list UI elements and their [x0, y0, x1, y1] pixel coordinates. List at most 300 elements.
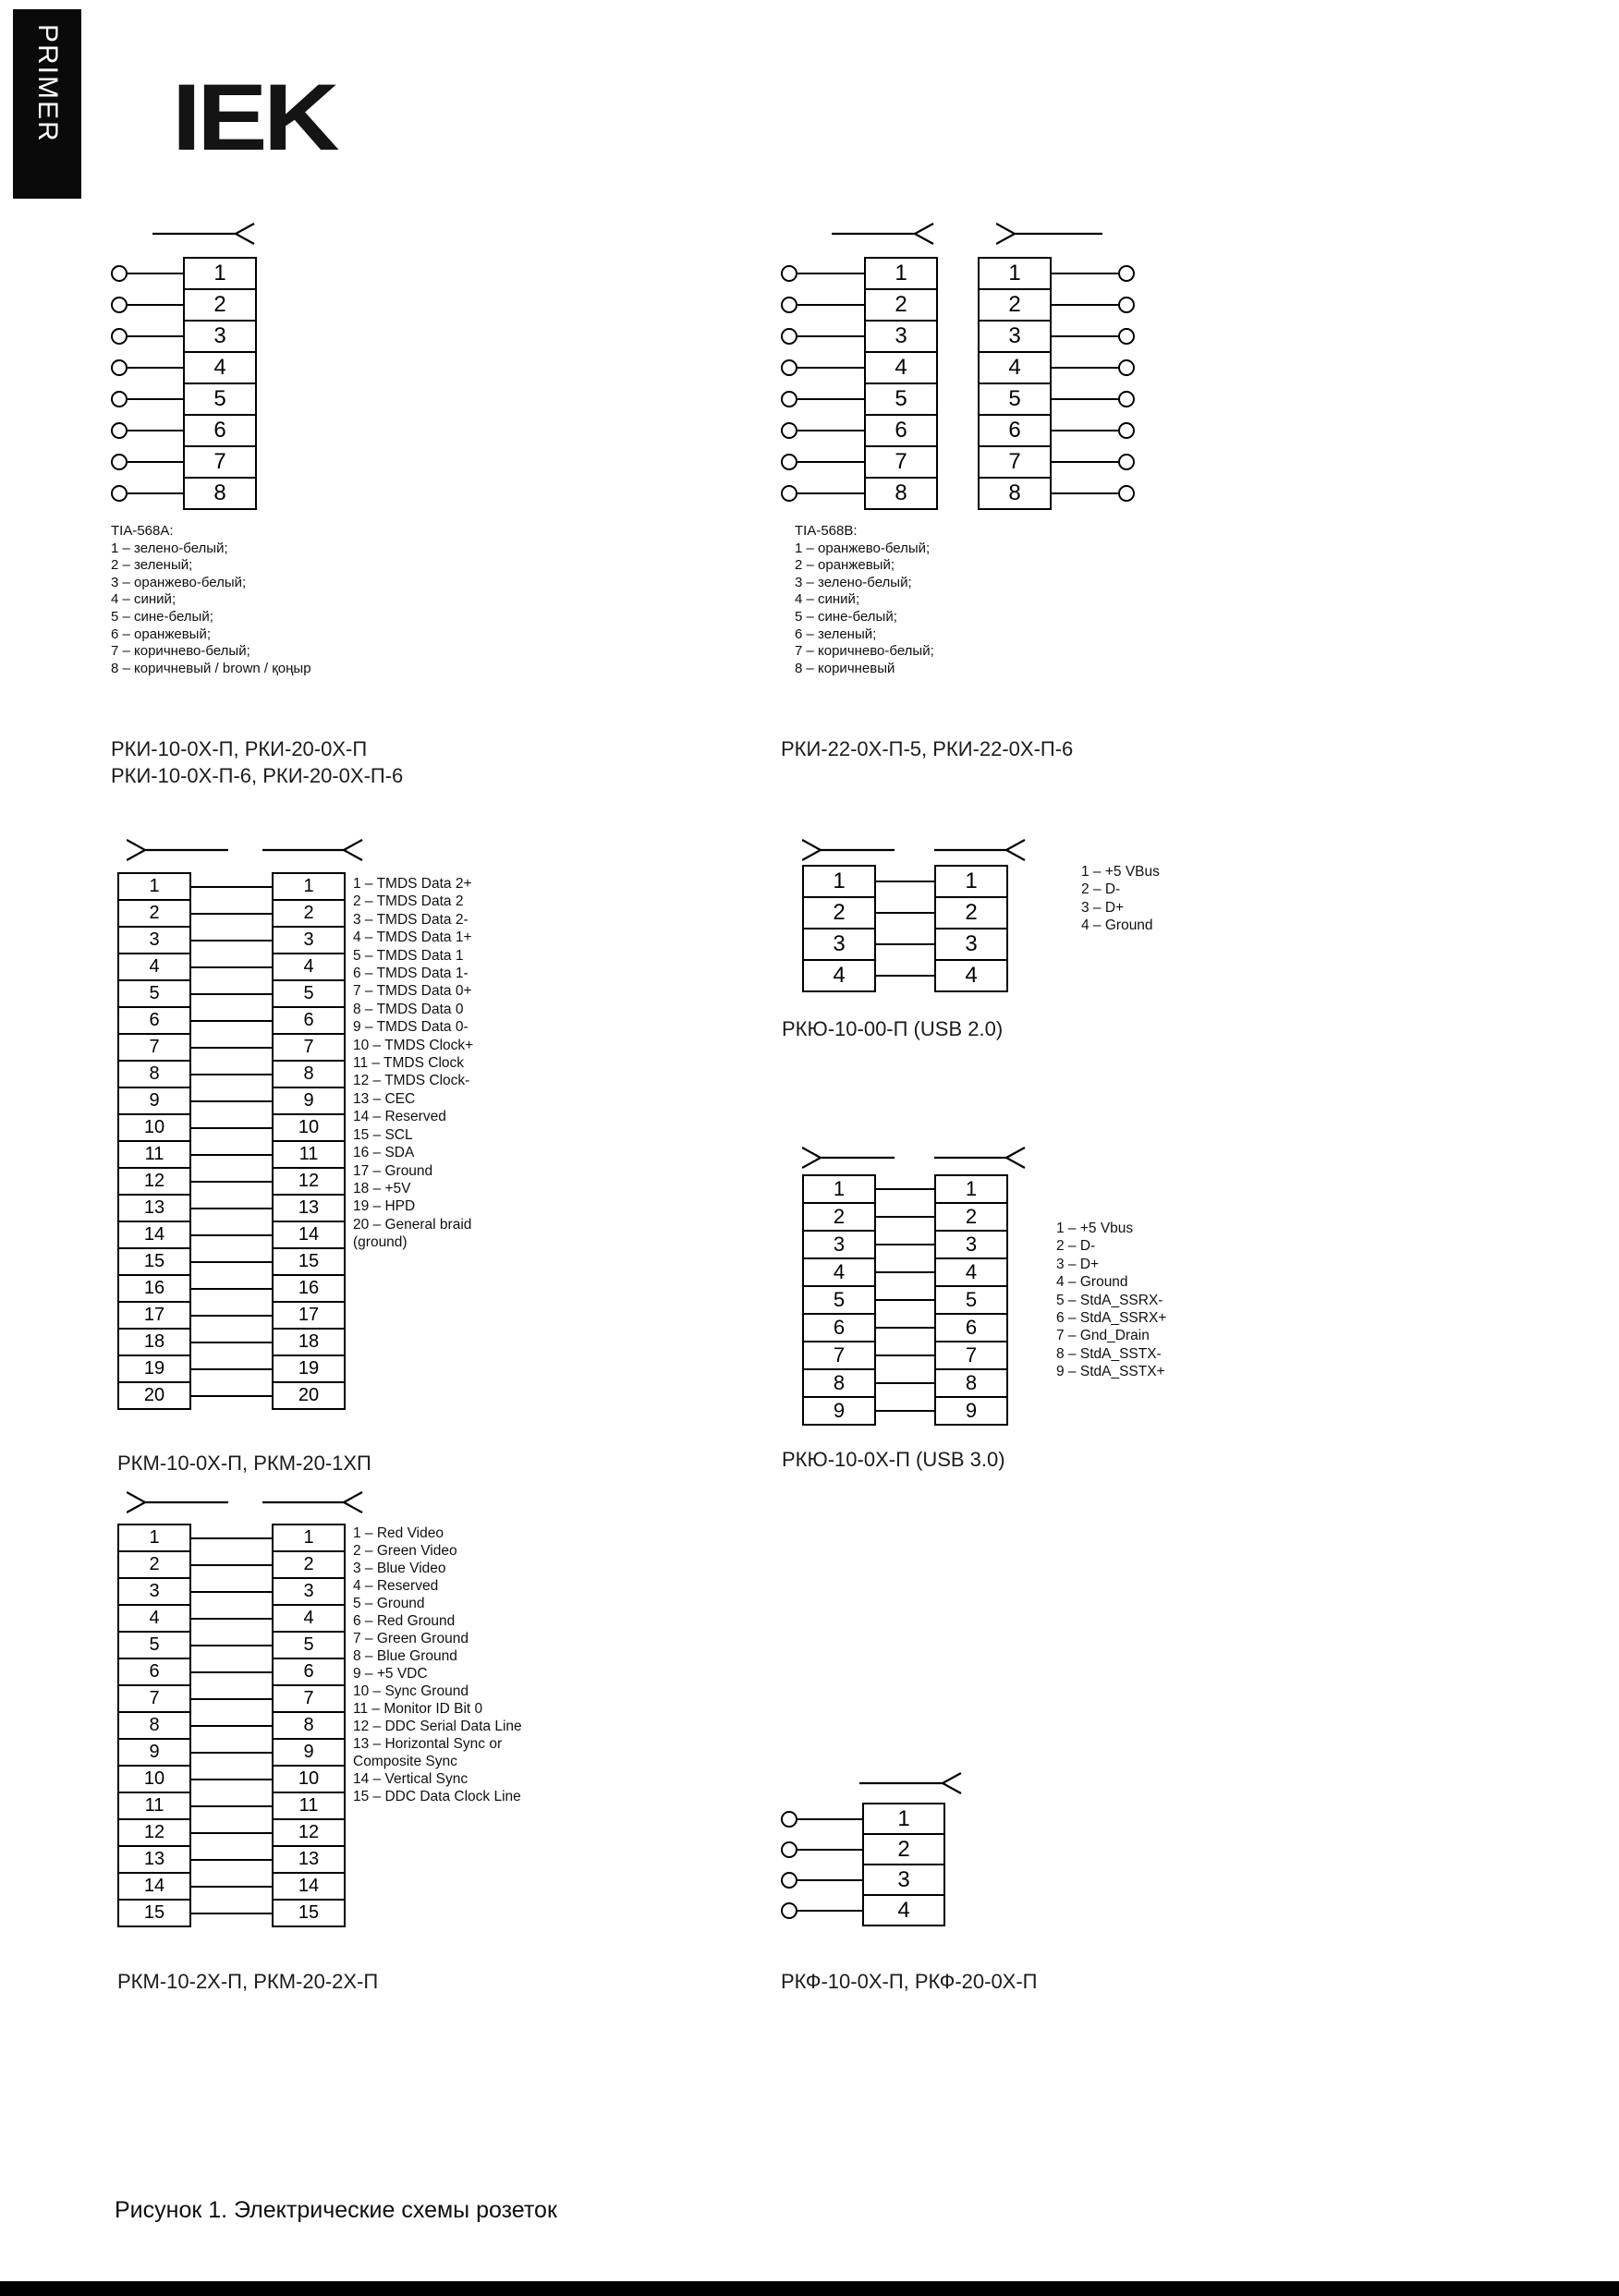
wire-line [797, 1849, 862, 1851]
wire-line [876, 943, 934, 945]
legend-line: 2 – TMDS Data 2 [353, 893, 464, 910]
pin-row [781, 1803, 945, 1835]
pin-row [117, 1818, 346, 1847]
legend-line: 13 – Horizontal Sync or Composite Sync [353, 1736, 503, 1769]
wire-line [1052, 430, 1118, 431]
pin-cell-left: 5 [117, 979, 191, 1008]
pin-cell-right: 4 [934, 959, 1008, 992]
pin-cell-left: 10 [117, 1765, 191, 1793]
pin-cell: 7 [183, 445, 257, 479]
pin-cell: 1 [862, 1803, 945, 1835]
legend-line: 6 – зеленый; [795, 626, 877, 642]
legend-line: 11 – Monitor ID Bit 0 [353, 1701, 483, 1717]
pin-cell-right: 18 [272, 1328, 346, 1356]
contact-circle-icon [1118, 265, 1135, 282]
model-label: РКЮ-10-0Х-П (USB 3.0) [782, 1448, 1005, 1471]
pin-row [802, 1341, 1008, 1370]
pin-cell-left: 3 [117, 926, 191, 954]
pin-cell-left: 19 [117, 1355, 191, 1383]
pin-row [978, 414, 1135, 447]
contact-circle-icon [111, 265, 128, 282]
pin-cell-right: 1 [934, 1174, 1008, 1204]
figure-caption: Рисунок 1. Электрические схемы розеток [115, 2197, 557, 2223]
pin-column [111, 257, 257, 510]
wire-line [876, 1244, 934, 1245]
pin-row [111, 257, 257, 290]
pin-cell-right: 2 [272, 899, 346, 928]
plug-icon [832, 220, 943, 248]
contact-circle-icon [781, 359, 797, 376]
plug-icon [152, 220, 263, 248]
legend-line: 2 – D- [1081, 881, 1121, 898]
wire-line [191, 1832, 272, 1834]
legend-line: 4 – синий; [111, 591, 177, 608]
pin-cell-right: 4 [272, 1604, 346, 1633]
pin-row [117, 1194, 346, 1222]
legend-line: 8 – коричневый / brown / қоңыр [111, 660, 311, 676]
wire-line [191, 1913, 272, 1914]
legend-line: 2 – оранжевый; [795, 557, 895, 574]
legend-line: 11 – TMDS Clock [353, 1055, 465, 1072]
wire-line [797, 1818, 862, 1820]
diagram-tia568b [781, 222, 1298, 813]
pin-cell-left: 12 [117, 1167, 191, 1196]
pin-cell-right: 4 [934, 1257, 1008, 1287]
pin-cell-right: 6 [272, 1006, 346, 1035]
pin-cell: 4 [183, 351, 257, 384]
contact-circle-icon [781, 1811, 797, 1828]
contact-circle-icon [1118, 391, 1135, 407]
pin-row [111, 383, 257, 416]
wire-line [1052, 273, 1118, 274]
legend-line: 8 – TMDS Data 0 [353, 1001, 464, 1017]
pin-row [117, 1113, 346, 1142]
contact-circle-icon [111, 359, 128, 376]
pin-row [117, 1684, 346, 1713]
pin-cell: 7 [978, 445, 1052, 479]
contact-circle-icon [111, 454, 128, 470]
diagram-usb2 [782, 832, 1255, 1053]
pin-cell-right: 3 [272, 926, 346, 954]
pin-cell-right: 3 [934, 928, 1008, 961]
legend-line: 3 – D+ [1081, 899, 1125, 916]
model-label-line1: РКИ-10-0Х-П, РКИ-20-0Х-П [111, 737, 368, 760]
pin-cell: 1 [978, 257, 1052, 290]
pin-row [117, 1140, 346, 1169]
contact-circle-icon [1118, 328, 1135, 345]
contact-circle-icon [781, 1902, 797, 1919]
wire-line [876, 975, 934, 977]
pin-cell-left: 12 [117, 1818, 191, 1847]
plug-icon [934, 836, 1027, 864]
legend-line: 1 – TMDS Data 2+ [353, 876, 472, 892]
pin-column-right [978, 257, 1135, 510]
pin-row [117, 1167, 346, 1196]
pin-row [117, 1765, 346, 1793]
pin-cell-right: 1 [934, 865, 1008, 898]
pin-cell-right: 11 [272, 1140, 346, 1169]
wire-line [876, 1355, 934, 1356]
contact-circle-icon [781, 391, 797, 407]
pin-row [117, 1328, 346, 1356]
pin-cell-left: 15 [117, 1899, 191, 1927]
pin-row [117, 1845, 346, 1874]
wire-line [191, 993, 272, 995]
legend-line: 6 – Red Ground [353, 1613, 456, 1629]
wire-line [876, 1299, 934, 1301]
pin-cell: 3 [862, 1864, 945, 1896]
pin-cell: 6 [864, 414, 938, 447]
legend-line: 16 – SDA [353, 1145, 415, 1161]
pin-row [781, 445, 938, 479]
pin-cell: 4 [978, 351, 1052, 384]
pin-cell-left: 6 [117, 1658, 191, 1686]
pin-row [781, 1894, 945, 1926]
plug-icon [934, 1144, 1027, 1172]
side-tab [13, 9, 81, 199]
pin-cell-left: 16 [117, 1274, 191, 1303]
pin-cell-left: 8 [802, 1368, 876, 1398]
pin-row [802, 1368, 1008, 1398]
wire-line [191, 1779, 272, 1780]
contact-circle-icon [111, 485, 128, 502]
color-legend [795, 523, 934, 677]
pin-cell-left: 9 [802, 1396, 876, 1426]
wire-line [797, 430, 864, 431]
wire-line [191, 1100, 272, 1102]
pin-row [117, 1381, 346, 1410]
wire-line [191, 1315, 272, 1317]
pin-cell: 2 [862, 1833, 945, 1865]
pin-row [978, 288, 1135, 322]
legend-line: 15 – SCL [353, 1126, 413, 1143]
legend-line: 7 – Green Ground [353, 1631, 469, 1646]
wire-line [191, 1127, 272, 1129]
wire-line [876, 1382, 934, 1384]
contact-circle-icon [781, 1872, 797, 1889]
color-legend [111, 523, 311, 677]
legend-line: 9 – TMDS Data 0- [353, 1019, 469, 1036]
wire-line [191, 1645, 272, 1646]
plug-icon [262, 1488, 364, 1516]
wire-line [1052, 367, 1118, 369]
model-label: РКМ-10-2Х-П, РКМ-20-2Х-П [117, 1970, 379, 1993]
diagram-tia568a [111, 222, 628, 813]
pin-row [117, 1274, 346, 1303]
pin-cell-left: 18 [117, 1328, 191, 1356]
pin-cell: 3 [864, 320, 938, 353]
pin-cell-left: 5 [802, 1285, 876, 1315]
legend-lines [795, 541, 934, 678]
pin-cell-right: 12 [272, 1818, 346, 1847]
pin-cell-left: 15 [117, 1247, 191, 1276]
pinout-legend [353, 1525, 524, 1805]
legend-line: 17 – Ground [353, 1162, 433, 1179]
pin-row [117, 1247, 346, 1276]
pin-cell-right: 3 [272, 1577, 346, 1606]
plug-icon [262, 836, 364, 864]
pin-cell-left: 1 [117, 872, 191, 901]
legend-line: 14 – Vertical Sync [353, 1771, 469, 1787]
wire-line [191, 1074, 272, 1075]
pin-row [781, 320, 938, 353]
pin-cell-left: 4 [117, 953, 191, 981]
plug-icon [859, 1769, 970, 1797]
legend-line: 1 – оранжево-белый; [795, 540, 931, 556]
legend-line: 4 – синий; [795, 591, 860, 608]
pin-cell-left: 20 [117, 1381, 191, 1410]
pin-cell: 1 [183, 257, 257, 290]
wire-line [191, 913, 272, 915]
legend-line: 5 – StdA_SSRX- [1056, 1292, 1163, 1308]
pin-cell-left: 1 [117, 1524, 191, 1552]
legend-line: 3 – TMDS Data 2- [353, 911, 469, 928]
legend-line: 2 – Green Video [353, 1543, 457, 1559]
pin-row [781, 414, 938, 447]
pin-row [117, 1006, 346, 1035]
legend-line: 5 – TMDS Data 1 [353, 947, 464, 964]
legend-line: 1 – Red Video [353, 1525, 444, 1541]
plug-icon [802, 1144, 895, 1172]
pin-cell-right: 3 [934, 1230, 1008, 1259]
pin-row [117, 1060, 346, 1088]
pin-cell-right: 15 [272, 1247, 346, 1276]
pin-row [781, 1833, 945, 1865]
pin-cell-right: 8 [934, 1368, 1008, 1398]
model-label: РКЮ-10-00-П (USB 2.0) [782, 1017, 1004, 1040]
pinout-legend [1056, 1220, 1166, 1381]
legend-line: 8 – коричневый [795, 660, 895, 676]
pin-cell-right: 9 [272, 1087, 346, 1115]
legend-title: TIA-568A: [111, 523, 174, 539]
pin-cell-right: 2 [934, 896, 1008, 929]
contact-circle-icon [1118, 422, 1135, 439]
wire-line [191, 1368, 272, 1370]
pin-column-pair [802, 1174, 1008, 1426]
wire-line [191, 1752, 272, 1754]
pin-cell-left: 2 [117, 899, 191, 928]
pin-cell-right: 10 [272, 1113, 346, 1142]
diagram-phone [781, 1769, 1077, 2010]
pin-cell-left: 7 [117, 1033, 191, 1062]
legend-lines [111, 541, 311, 678]
pin-cell: 4 [862, 1894, 945, 1926]
wire-line [1052, 492, 1118, 494]
pin-cell-right: 9 [934, 1396, 1008, 1426]
contact-circle-icon [781, 328, 797, 345]
pin-cell-left: 9 [117, 1087, 191, 1115]
wire-line [191, 1805, 272, 1807]
wire-line [797, 335, 864, 337]
pin-row [117, 1899, 346, 1927]
legend-line: 2 – зеленый; [111, 557, 193, 574]
pin-row [781, 257, 938, 290]
legend-line: 4 – Reserved [353, 1578, 439, 1594]
pin-row [978, 383, 1135, 416]
pin-row [117, 1301, 346, 1330]
pin-row [802, 928, 1008, 961]
contact-circle-icon [781, 422, 797, 439]
pin-cell: 1 [864, 257, 938, 290]
pin-cell-right: 2 [934, 1202, 1008, 1232]
side-tab-label: PRIMER [32, 24, 63, 143]
pinout-legend [1081, 863, 1160, 935]
legend-line: 18 – +5V [353, 1180, 411, 1197]
wire-line [876, 1271, 934, 1273]
legend-line: 3 – оранжево-белый; [111, 574, 247, 590]
pin-cell-right: 7 [272, 1684, 346, 1713]
pin-row [111, 414, 257, 447]
legend-line: 8 – StdA_SSTX- [1056, 1345, 1162, 1362]
pin-cell-left: 17 [117, 1301, 191, 1330]
pin-cell-left: 9 [117, 1738, 191, 1767]
pin-cell-right: 14 [272, 1872, 346, 1901]
pin-cell: 3 [978, 320, 1052, 353]
legend-line: 5 – Ground [353, 1596, 425, 1611]
legend-line: 14 – Reserved [353, 1109, 446, 1125]
contact-circle-icon [1118, 485, 1135, 502]
diagram-hdmi [117, 836, 552, 1501]
contact-circle-icon [111, 391, 128, 407]
model-label [111, 735, 403, 789]
pin-row [802, 1202, 1008, 1232]
pin-cell-left: 10 [117, 1113, 191, 1142]
legend-line: 4 – Ground [1081, 917, 1153, 934]
legend-line: 10 – TMDS Clock+ [353, 1037, 474, 1053]
pin-cell-right: 20 [272, 1381, 346, 1410]
legend-line: 10 – Sync Ground [353, 1683, 469, 1699]
pin-row [802, 865, 1008, 898]
legend-line: 19 – HPD [353, 1198, 416, 1215]
pin-row [117, 1550, 346, 1579]
legend-line: 9 – StdA_SSTX+ [1056, 1364, 1165, 1380]
pin-row [978, 257, 1135, 290]
wire-line [797, 1879, 862, 1881]
pin-cell-left: 4 [802, 1257, 876, 1287]
pin-row [111, 477, 257, 510]
model-label-line2: РКИ-10-0Х-П-6, РКИ-20-0Х-П-6 [111, 764, 404, 787]
wire-line [876, 1327, 934, 1329]
pin-cell-right: 19 [272, 1355, 346, 1383]
contact-circle-icon [1118, 454, 1135, 470]
pin-cell-left: 4 [802, 959, 876, 992]
legend-line: 13 – CEC [353, 1090, 416, 1107]
wire-line [1052, 461, 1118, 463]
pin-row [781, 351, 938, 384]
pin-cell-left: 13 [117, 1845, 191, 1874]
pin-cell-right: 10 [272, 1765, 346, 1793]
wire-line [191, 1342, 272, 1343]
contact-circle-icon [1118, 359, 1135, 376]
pin-row [802, 959, 1008, 992]
pin-row [978, 351, 1135, 384]
pin-column-pair [117, 872, 346, 1410]
pin-cell-right: 13 [272, 1194, 346, 1222]
legend-line: 12 – DDC Serial Data Line [353, 1719, 522, 1734]
pin-cell-left: 11 [117, 1140, 191, 1169]
legend-line: 7 – коричнево-белый; [795, 643, 934, 660]
pin-row [978, 320, 1135, 353]
wire-line [191, 940, 272, 941]
legend-line: 6 – TMDS Data 1- [353, 966, 469, 982]
diagram-usb3 [782, 1141, 1255, 1492]
wire-line [797, 273, 864, 274]
wire-line [797, 398, 864, 400]
legend-line: 2 – D- [1056, 1238, 1096, 1255]
legend-line: 3 – D+ [1056, 1256, 1100, 1272]
pin-row [802, 1285, 1008, 1315]
legend-line: 7 – коричнево-белый; [111, 643, 250, 660]
pin-cell-right: 11 [272, 1792, 346, 1820]
pin-cell-left: 4 [117, 1604, 191, 1633]
pin-cell-right: 7 [272, 1033, 346, 1062]
plug-icon [802, 836, 895, 864]
wire-line [191, 1020, 272, 1022]
pin-cell: 4 [864, 351, 938, 384]
pin-row [781, 383, 938, 416]
pin-cell: 3 [183, 320, 257, 353]
pin-row [117, 872, 346, 901]
pin-cell-left: 8 [117, 1711, 191, 1740]
wire-line [191, 1725, 272, 1727]
model-label: РКФ-10-0Х-П, РКФ-20-0Х-П [781, 1970, 1038, 1993]
pin-cell: 2 [978, 288, 1052, 322]
pin-row [117, 1355, 346, 1383]
pin-row [117, 953, 346, 981]
legend-title: TIA-568B: [795, 523, 858, 539]
contact-circle-icon [781, 454, 797, 470]
wire-line [191, 1564, 272, 1566]
diagram-vga [117, 1488, 552, 2023]
wire-line [191, 966, 272, 968]
legend-line: 3 – Blue Video [353, 1561, 446, 1576]
wire-line [191, 1234, 272, 1236]
pin-row [117, 1604, 346, 1633]
pin-cell: 8 [183, 477, 257, 510]
contact-circle-icon [781, 265, 797, 282]
pin-cell-right: 5 [272, 1631, 346, 1659]
plug-icon [996, 220, 1102, 248]
plug-icon [127, 1488, 228, 1516]
wire-line [128, 492, 183, 494]
contact-circle-icon [781, 1841, 797, 1858]
pin-cell-right: 1 [272, 1524, 346, 1552]
pin-row [117, 899, 346, 928]
pin-row [781, 1864, 945, 1896]
wire-line [191, 1537, 272, 1539]
pin-cell-left: 2 [802, 1202, 876, 1232]
legend-line: 7 – TMDS Data 0+ [353, 983, 472, 1000]
pin-row [802, 896, 1008, 929]
pin-cell-right: 15 [272, 1899, 346, 1927]
pin-cell-right: 4 [272, 953, 346, 981]
legend-line: 1 – +5 Vbus [1056, 1221, 1134, 1236]
pin-cell-right: 2 [272, 1550, 346, 1579]
pin-row [978, 445, 1135, 479]
pin-column-left [781, 257, 938, 510]
wire-line [191, 1261, 272, 1263]
pin-row [802, 1396, 1008, 1426]
pin-row [781, 477, 938, 510]
pin-row [781, 288, 938, 322]
wire-line [191, 1208, 272, 1209]
contact-circle-icon [111, 422, 128, 439]
pin-cell: 2 [183, 288, 257, 322]
model-label: РКМ-10-0Х-П, РКМ-20-1ХП [117, 1452, 371, 1475]
pin-row [117, 1577, 346, 1606]
pin-row [117, 979, 346, 1008]
pin-cell-left: 1 [802, 1174, 876, 1204]
